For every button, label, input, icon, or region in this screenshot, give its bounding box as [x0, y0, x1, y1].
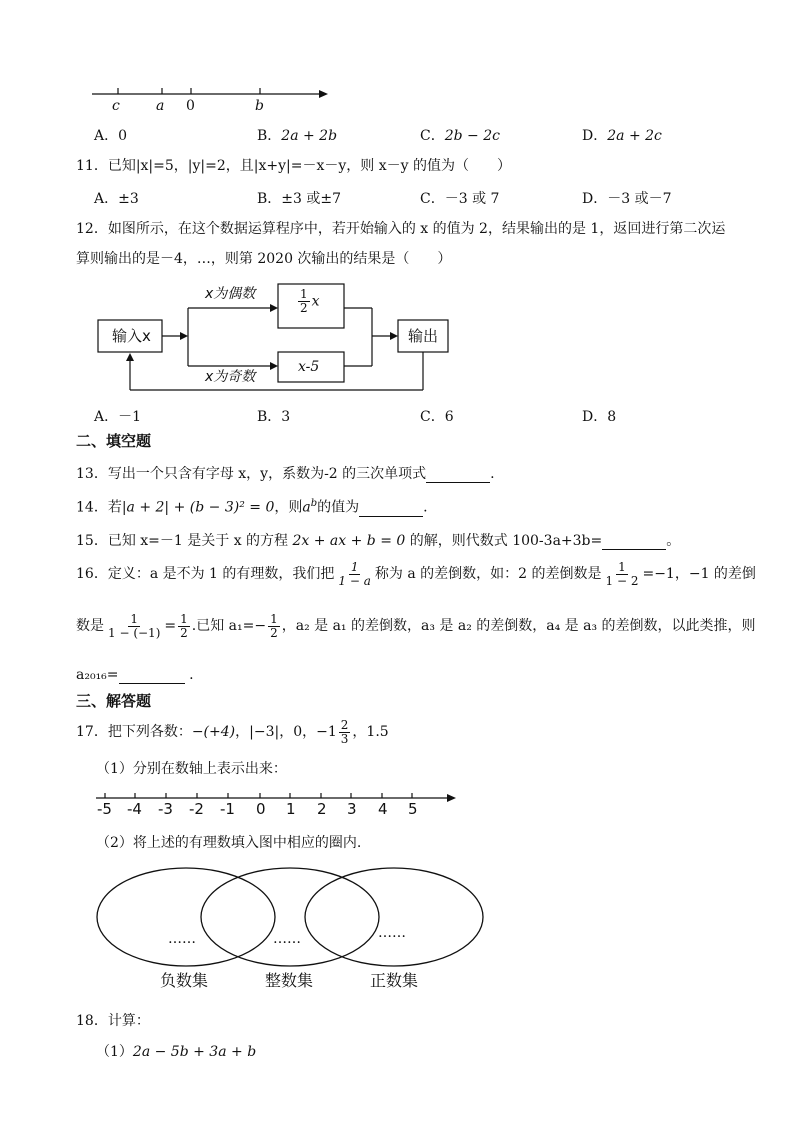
q10-option-c[interactable]: C．2b − 2c	[420, 128, 500, 144]
q17-part1: （1）分别在数轴上表示出来：	[96, 761, 287, 777]
q12-option-c[interactable]: C．6	[420, 409, 454, 425]
tick-label: 1	[286, 800, 296, 818]
q17-venn-diagram	[94, 866, 494, 968]
venn-label-positive: 正数集	[370, 971, 419, 990]
q10-option-b[interactable]: B．2a + 2b	[257, 128, 338, 144]
q11-option-d[interactable]: D．－3 或－7	[582, 191, 672, 207]
q12-stem-line1: 12．如图所示，在这个数据运算程序中，若开始输入的 x 的值为 2，结果输出的是 1，返回进行第二次运	[76, 221, 726, 237]
axis-label-a: a	[156, 98, 165, 114]
q12-option-b[interactable]: B．3	[257, 409, 291, 425]
q16-line1: 16．定义：a 是不为 1 的有理数，我们把 $\frac{1}{1 - a}$ 称为 a 的差倒数，如：2 的差倒数是 $\frac{1}{1 - 2}$ =−1，−1 的差倒	[76, 559, 756, 588]
venn-label-integer: 整数集	[265, 971, 314, 990]
q11-option-a[interactable]: A．±3	[94, 191, 139, 207]
tick-label: -5	[97, 800, 112, 818]
q14-text: 14．若|a + 2| + (b − 3)² = 0，则$a^b$的值为 .	[76, 498, 428, 516]
tick-label: 5	[408, 800, 418, 818]
tick-label: -2	[189, 800, 204, 818]
q15-text: 15．已知 x=－1 是关于 x 的方程 2x + ax + b = 0 的解，则代数式 100-3a+3b= 。	[76, 533, 681, 549]
q17-part2: （2）将上述的有理数填入图中相应的圈内.	[96, 835, 362, 851]
axis-label-zero: 0	[186, 98, 195, 114]
axis-label-c: c	[112, 98, 120, 114]
tick-label: -4	[127, 800, 142, 818]
venn-positive-dots[interactable]: ……	[378, 925, 406, 941]
tick-label: -3	[158, 800, 173, 818]
tick-label: 4	[378, 800, 388, 818]
q11-option-c[interactable]: C．－3 或 7	[420, 191, 500, 207]
tick-label: 3	[347, 800, 357, 818]
q10-number-line	[90, 80, 340, 116]
q16-line3: a₂₀₁₆= .	[76, 667, 194, 683]
q10-option-a[interactable]: A．0	[94, 128, 128, 144]
flow-output-label: 输出	[408, 327, 439, 345]
q17-stem: 17．把下列各数：−(+4)，|−3|，0，−1 $\frac{2}{3}$ ，1.5	[76, 717, 389, 746]
q12-option-d[interactable]: D．8	[582, 409, 617, 425]
section-fill-in-title: 二、填空题	[76, 432, 152, 450]
q14-answer-blank[interactable]	[359, 502, 423, 517]
q15-answer-blank[interactable]	[602, 535, 666, 550]
q18-part1: （1）2a − 5b + 3a + b	[96, 1044, 257, 1060]
venn-label-negative: 负数集	[160, 971, 209, 990]
q11-option-b[interactable]: B．±3 或±7	[257, 191, 342, 207]
q11-stem: 11．已知|x|=5，|y|=2，且|x+y|=－x－y，则 x－y 的值为（ ）	[76, 158, 511, 174]
q12-stem-line2: 算则输出的是－4，…，则第 2020 次输出的结果是（ ）	[76, 251, 452, 267]
q12-option-a[interactable]: A．－1	[94, 409, 142, 425]
q13-text: 13．写出一个只含有字母 x，y，系数为-2 的三次单项式 .	[76, 466, 495, 482]
q13-answer-blank[interactable]	[426, 468, 490, 483]
tick-label: 2	[317, 800, 327, 818]
axis-label-b: b	[255, 98, 264, 114]
q16-answer-blank[interactable]	[119, 669, 185, 684]
flow-minus5: x-5	[298, 359, 320, 375]
tick-label: 0	[256, 800, 266, 818]
q16-line2: 数是 $\frac{1}{1 - (-1)}$ = $\frac{1}{2}$ .已知 a₁=− $\frac{1}{2}$ ，a₂ 是 a₁ 的差倒数，a₃ 是 a₂ 的差倒数，a₄ 是 a₃ 的差倒数，以此类推，则	[76, 611, 756, 640]
venn-integer-dots[interactable]: ……	[273, 931, 301, 947]
q18-title: 18．计算：	[76, 1013, 150, 1029]
venn-negative-dots[interactable]: ……	[168, 931, 196, 947]
q10-option-d[interactable]: D．2a + 2c	[582, 128, 662, 144]
section-answer-title: 三、解答题	[76, 692, 152, 710]
tick-label: -1	[220, 800, 235, 818]
flow-odd-label: x为奇数	[205, 369, 256, 385]
flow-input-label: 输入x	[112, 327, 151, 345]
flow-half-x: $\frac{1}{2}$ x	[300, 287, 320, 315]
flow-even-label: x为偶数	[205, 286, 256, 302]
